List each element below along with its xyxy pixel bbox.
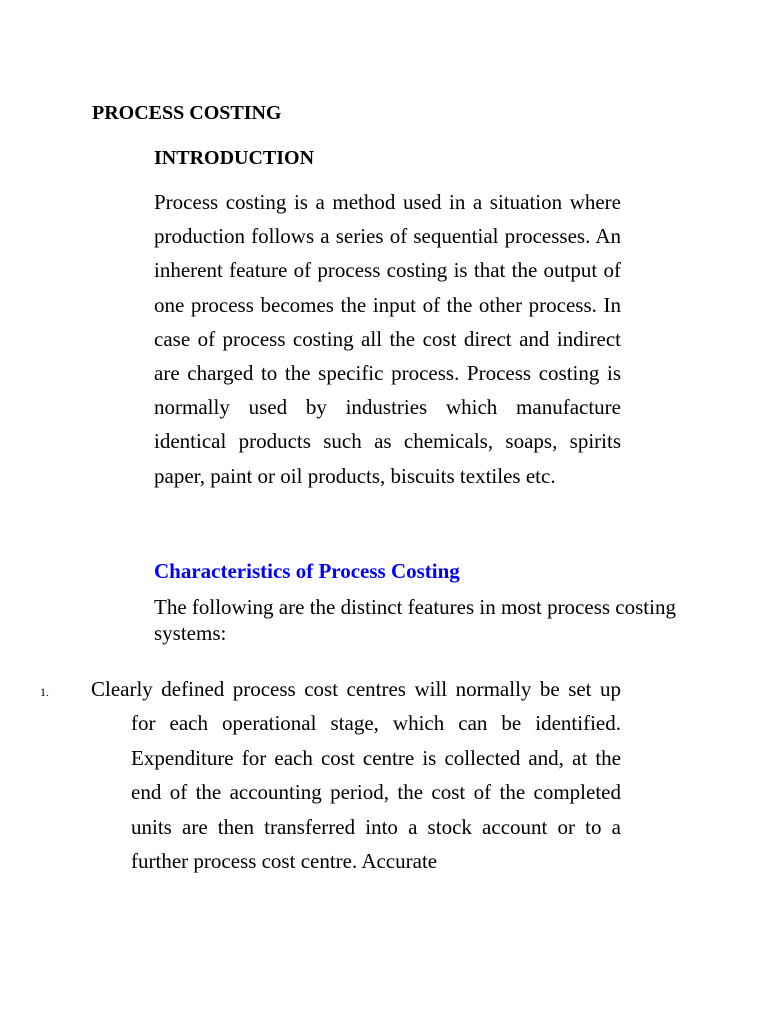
list-item-number: 1. [40,685,49,699]
list-item-text: Clearly defined process cost centres will normally be set up for each operational stage, which can be identified. Expenditure for each cost centre is collected and, at the end of the accounting period, the cost of the completed units are then transferred into a stock account or to a further process cost centre. Accurate [91,677,621,874]
characteristics-heading: Characteristics of Process Costing [154,559,460,583]
document-title: PROCESS COSTING [92,102,282,124]
characteristics-intro-paragraph: The following are the distinct features in most process costing systems: [154,595,676,645]
introduction-paragraph: Process costing is a method used in a situation where production follows a series of sequential processes. An inherent feature of process costing is that the output of one process becomes the input of the other process. In case of process costing all the cost direct and indirect are charged to the specific process. Process costing is normally used by industries which manufacture identical products such as chemicals, soaps, spirits paper, paint or oil products, biscuits textiles etc. [154,190,621,488]
introduction-heading: INTRODUCTION [154,147,315,169]
